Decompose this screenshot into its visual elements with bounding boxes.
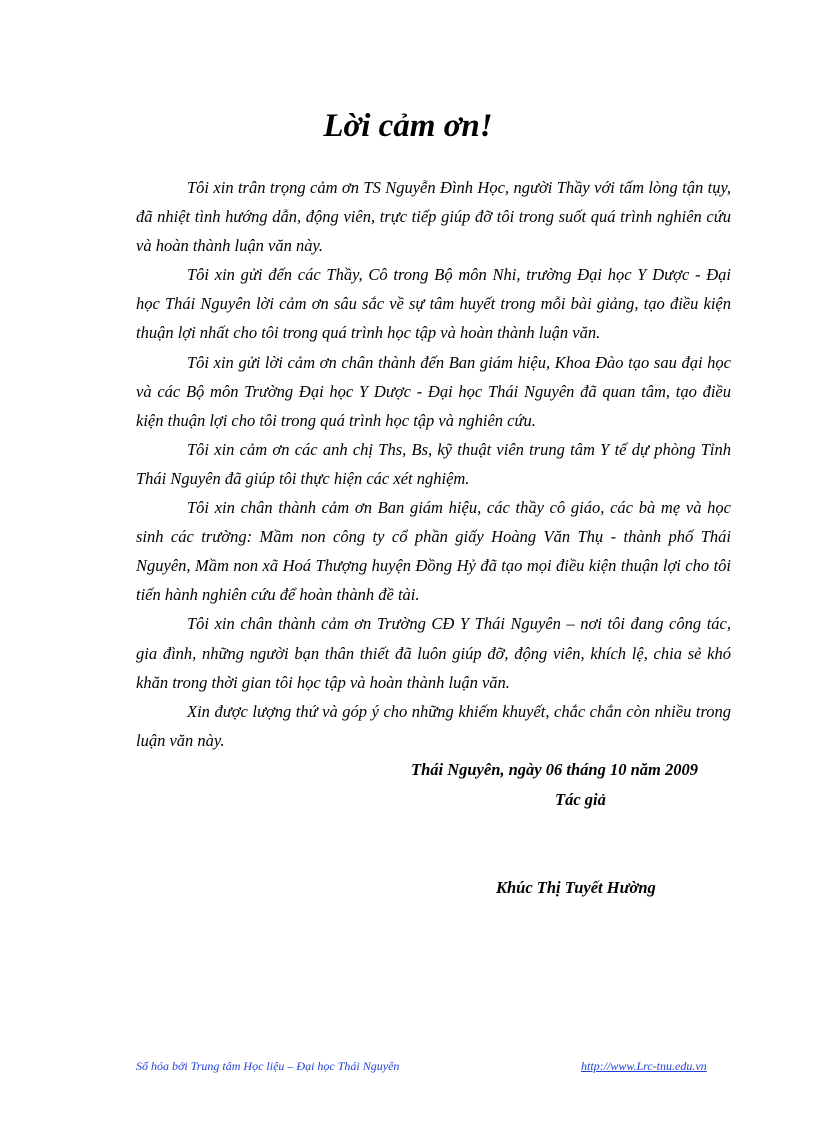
paragraph: Tôi xin gửi lời cảm ơn chân thành đến Ban giám hiệu, Khoa Đào tạo sau đại học và các Bộ môn Trường Đại học Y Dược - Đại học Thái Nguyên đã quan tâm, tạo điều kiện thuận lợi cho tôi trong quá trình học tập và nghiên cứu. — [136, 352, 731, 430]
paragraph: Tôi xin trân trọng cảm ơn TS Nguyễn Đình Học, người Thầy với tấm lòng tận tụy, đã nhiệt tình hướng dẫn, động viên, trực tiếp giúp đỡ tôi trong suốt quá trình nghiên cứu và hoàn thành luận văn này. — [136, 178, 731, 256]
page-title: Lời cảm ơn! — [323, 108, 493, 144]
signature-name: Khúc Thị Tuyết Hường — [496, 878, 656, 897]
acknowledgement-body — [136, 173, 731, 755]
paragraph: Tôi xin gửi đến các Thầy, Cô trong Bộ môn Nhi, trường Đại học Y Dược - Đại học Thái Nguyên lời cảm ơn sâu sắc về sự tâm huyết trong mỗi bài giảng, tạo điều kiện thuận lợi nhất cho tôi trong quá trình học tập và hoàn thành luận văn. — [136, 265, 731, 343]
paragraph: Tôi xin chân thành cảm ơn Trường CĐ Y Thái Nguyên – nơi tôi đang công tác, gia đình, những người bạn thân thiết đã luôn giúp đỡ, động viên, khích lệ, chia sẻ khó khăn trong thời gian tôi học tập và hoàn thành luận văn. — [136, 614, 731, 692]
signature-date-line: Thái Nguyên, ngày 06 tháng 10 năm 2009 — [411, 760, 698, 779]
footer-source-text: Số hóa bởi Trung tâm Học liệu – Đại học Thái Nguyên — [136, 1059, 400, 1073]
paragraph: Tôi xin chân thành cảm ơn Ban giám hiệu, các thầy cô giáo, các bà mẹ và học sinh các trường: Mầm non công ty cổ phần giấy Hoàng Văn Thụ - thành phố Thái Nguyên, Mầm non xã Hoá Thượng huyện Đồng Hỷ đã tạo mọi điều kiện thuận lợi cho tôi tiến hành nghiên cứu để hoàn thành đề tài. — [136, 498, 731, 605]
footer-website-link[interactable]: http://www.Lrc-tnu.edu.vn — [581, 1059, 707, 1073]
signature-role: Tác giả — [555, 790, 606, 809]
paragraph: Xin được lượng thứ và góp ý cho những khiếm khuyết, chắc chắn còn nhiều trong luận văn này. — [136, 701, 731, 750]
paragraph: Tôi xin cảm ơn các anh chị Ths, Bs, kỹ thuật viên trung tâm Y tế dự phòng Tỉnh Thái Nguyên đã giúp tôi thực hiện các xét nghiệm. — [136, 439, 731, 488]
